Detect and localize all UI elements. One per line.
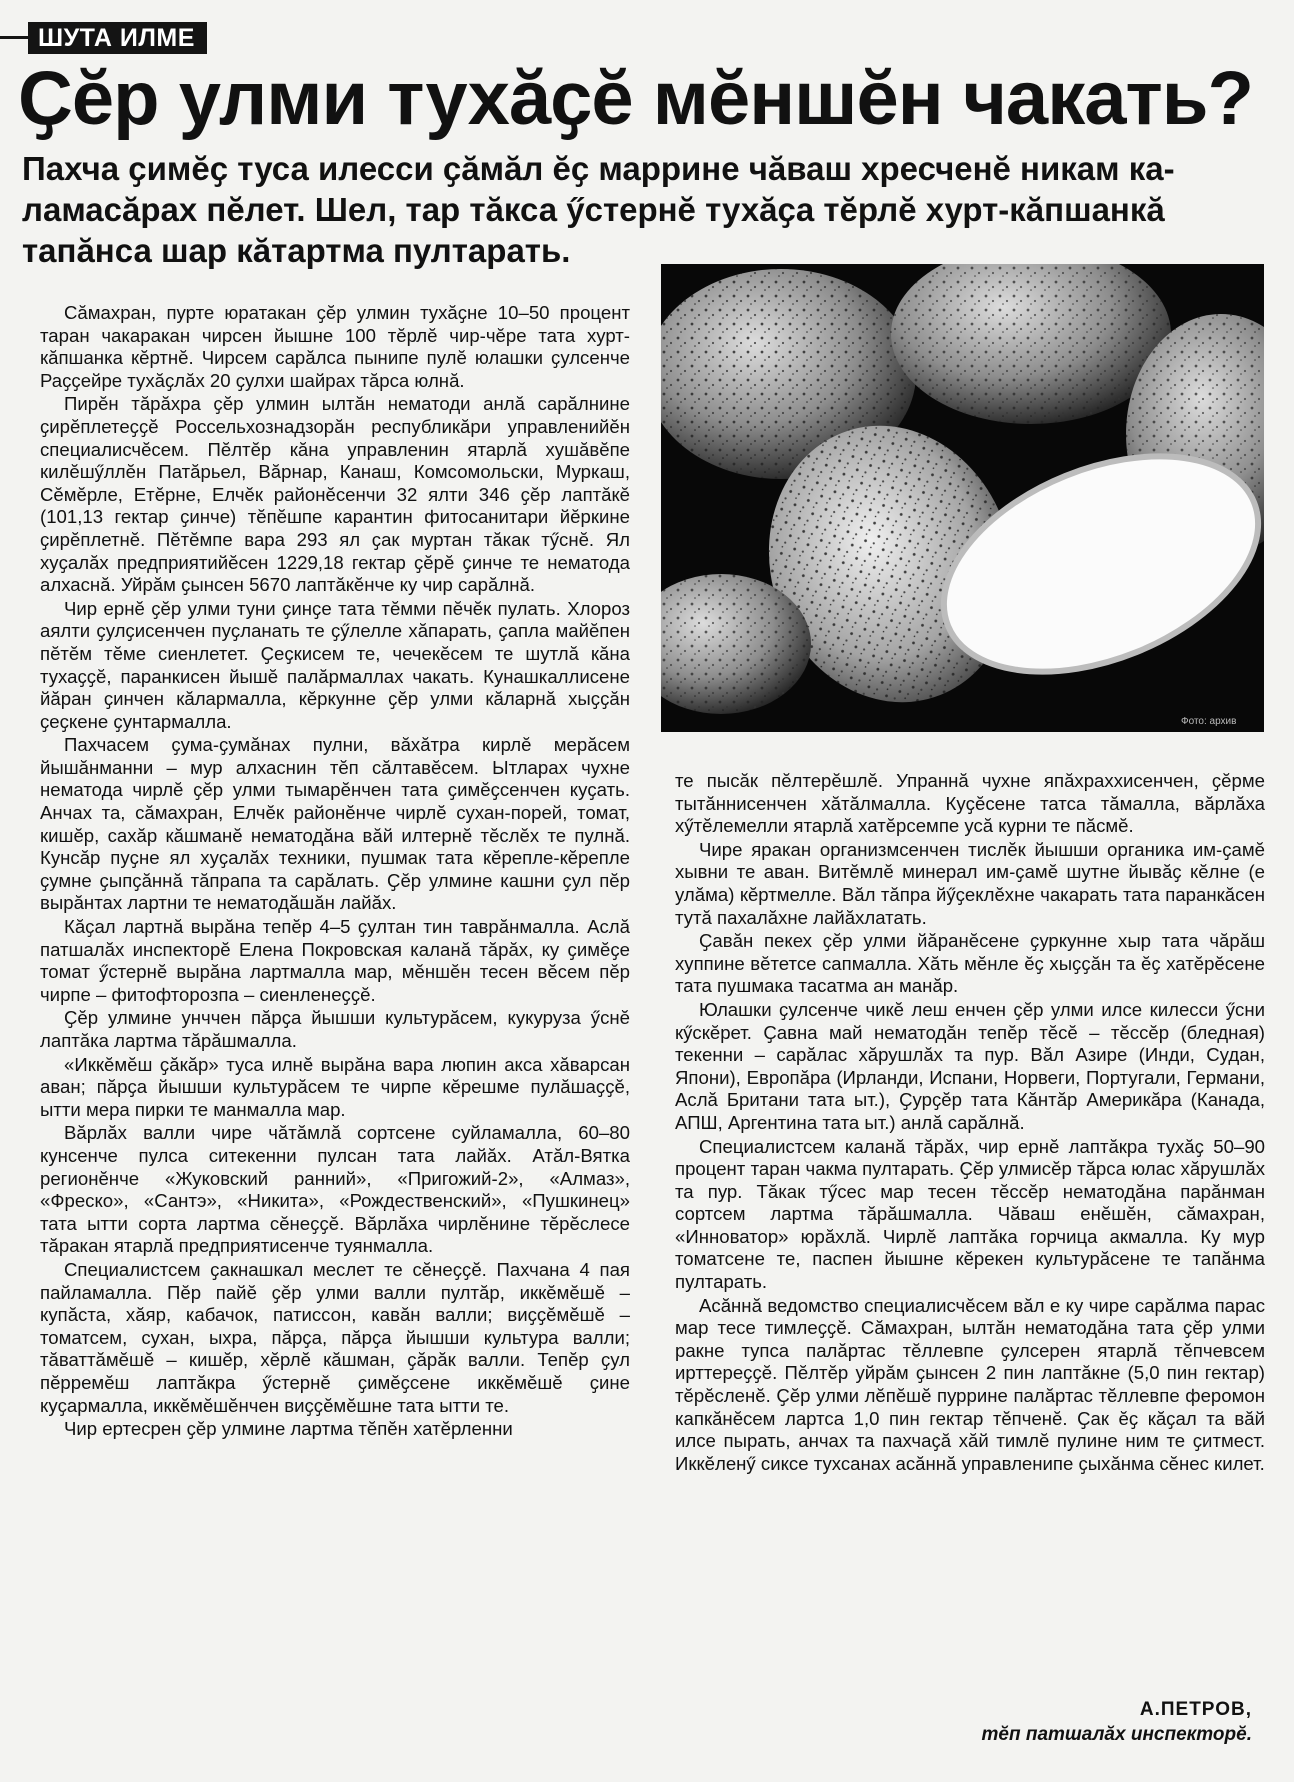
lead-line: Пахча ҫимӗҫ туса илесси ҫӑмӑл ӗҫ маррине чӑваш хресченӗ никам ка- [22,150,1175,187]
article-paragraph: Асӑннӑ ведомство специалисчӗсем вӑл е ку чире сарӑлма парас мар тесе тимлеҫҫӗ. Сӑмахран, ылтӑн нематодӑна тата ҫӗр улми ракне тупса палӑртас тӗллевпе ҫулсерен ятарлӑ тӗпчевсем ирттереҫҫӗ. Пӗлтӗр уйрӑм ҫынсен 2 пин лаптӑкне (5,0 пин гектар) тӗрӗсленӗ. Ҫӗр улми лӗпӗшӗ пуррине палӑртас тӗллевпе феромон капкӑнӗсем лартса 1,0 пин гектар тӗпченӗ. Ҫак ӗҫ кӑҫал та вӑй илсе пырать, анчах та пахчаҫӑ хӑй тимлӗ пулине ним те ҫитмест. Иккӗленӳ сиксе тухсанах асӑннӑ управленипе ҫыхӑнма сӗнес килет. [675,1294,1265,1474]
article-paragraph: Ҫавӑн пекех ҫӗр улми йӑранӗсене ҫуркунне хыр тата чӑрӑш хуппине вӗтетсе сапмалла. Хӑть мӗнле ӗҫ хыҫҫӑн та ӗҫ хатӗрӗсене тата пушмака тасатма ан манӑр. [675,930,1265,997]
lead-line: ламасӑрах пӗлет. Шел, тар тӑкса ӳстернӗ тухӑҫа тӗрлӗ хурт-кӑпшанкӑ [22,191,1165,228]
article-paragraph: «Иккӗмӗш ҫӑкӑр» туса илнӗ вырӑна вара люпин акса хӑварсан аван; пӑрҫа йышши культурӑсем те чирпе кӗрешме пулӑшаҫҫӗ, ытти мера пирки те манмалла мар. [40,1053,630,1120]
lead-line: тапӑнса шар кӑтартма пултарать. [22,232,571,269]
author-signature [982,1697,1253,1747]
article-left-column [40,302,630,1442]
potatoes-illustration [661,264,1264,732]
article-paragraph-continued: те пысӑк пӗлтерӗшлӗ. Упраннӑ чухне япӑхраххисенчен, ҫӗрме тытӑннисенчен хӑтӑлмалла. Куҫӗсене татса тӑмалла, вӑрлӑха хӳтӗлемелли ятарлӑ хатӗрсемпе усӑ курни те пӑсмӗ. [675,770,1265,837]
article-paragraph: Специалистсем ҫакнашкал меслет те сӗнеҫҫӗ. Пахчана 4 пая пайламалла. Пӗр пайӗ ҫӗр улми валли пултӑр, иккӗмӗшӗ – купӑста, хӑяр, кабачок, патиссон, кавӑн валли; виҫҫӗмӗшӗ – томатсем, сухан, ыхра, пӑрҫа, пӑрҫа йышши культура валли; тӑваттӑмӗшӗ – кишӗр, хӗрлӗ кӑшман, ҫӑрӑк валли. Тепӗр ҫул пӗрремӗш лаптӑкра ӳстернӗ ҫимӗҫсене иккӗмӗшӗ ҫине куҫармалла, иккӗмӗшӗнчен виҫҫӗмӗшне тата ытти те. [40,1258,630,1416]
article-paragraph: Ҫӗр улмине унччен пӑрҫа йышши культурӑсем, кукуруза ӳснӗ лаптӑка лартма тӑрӑшмалла. [40,1007,630,1051]
headline: Ҫӗр улми тухӑҫӗ мӗншӗн чакать? [18,56,1253,141]
author-role: тӗп патшалӑх инспекторӗ. [981,1724,1252,1745]
article-paragraph: Специалистсем каланӑ тӑрӑх, чир ернӗ лаптӑкра тухӑҫ 50–90 процент таран чакма пултарать. Ҫӗр улмисӗр тӑрса юлас хӑрушлӑх та пур. Тӑкак тӳсес мар тесен тӗссӗр нематодӑна парӑнман сортсем лартма тӑрӑшмалла. Чӑваш енӗшӗн, сӑмахран, «Инноватор» юрӑхлӑ. Чирлӗ лаптӑка горчица акмалла. Ку мур томатсене те, паспен йышне кӗрекен культурӑсене те тапӑнма пултарать. [675,1135,1265,1293]
photo-caption: Фото: архив [1181,716,1237,727]
article-paragraph: Чире яракан организмсенчен тислӗк йышши органика им-ҫамӗ хывни те аван. Витӗмлӗ минерал им-ҫамӗ шутне йывӑҫ кӗлне (е улӑма) кӗртмелле. Вӑл тӑпра йӳҫеклӗхне чакарать тата паранкӑсен тутӑ пахалӑхне лайӑхлатать. [675,838,1265,928]
author-name: А.ПЕТРОВ, [1139,1699,1252,1720]
lead-paragraph [22,148,1272,271]
rubric-rule [0,36,28,39]
article-paragraph: Пахчасем ҫума-ҫумӑнах пулни, вӑхӑтра кирлӗ мерӑсем йышӑнманни – мур алхаснин тӗп сӑлтавӗсем. Ытларах чухне нематода чирлӗ ҫӗр улми тымарӗнчен тата ҫимӗҫсенчен куҫать. Анчах та, сӑмахран, Елчӗк районӗнче чирлӗ сухан-порей, томат, кишӗр, сахӑр кӑшманӗ нематодӑна вӑй илтернӗ тӗслӗх те пулнӑ. Кунсӑр пуҫне ял хуҫалӑх техники, пушмак тата кӗрепле-кӗрепле ҫумне ҫыпҫӑннӑ тӑпрапа та сарӑлать. Ҫӗр улмине кашни ҫул пӗр вырӑнтах лартни те нематодӑшӑн лайӑх. [40,734,630,914]
article-right-column [675,770,1265,1476]
article-paragraph: Кӑҫал лартнӑ вырӑна тепӗр 4–5 ҫултан тин таврӑнмалла. Аслӑ патшалӑх инспекторӗ Елена Покровская каланӑ тӑрӑх, ку ҫимӗҫе томат ӳстернӗ вырӑна лартмалла мар, мӗншӗн тесен вӗсем пӗр чирпе – фитофторозпа – сиенленеҫҫӗ. [40,916,630,1005]
article-paragraph: Пирӗн тӑрӑхра ҫӗр улмин ылтӑн нематоди анлӑ сарӑлнине ҫирӗплетеҫҫӗ Россельхознадзорӑн республикӑри управленийӗн специалисчӗсем. Пӗлтӗр кӑна управленин ятарлӑ хушӑвӗпе килӗшӳллӗн Патӑрьел, Вӑрнар, Канаш, Комсомольски, Муркаш, Сӗмӗрле, Етӗрне, Елчӗк районӗсенчи 32 ялти 346 ҫӗр лаптӑкӗ (101,13 гектар ҫинче) тӗпӗшпе карантин фитосанитари йӗркине ҫирӗплетнӗ. Пӗтӗмпе вара 293 ял ҫак муртан тӑкак тӳснӗ. Ял хуҫалӑх предприятийӗсен 1229,18 гектар ҫӗрӗ ҫинче те нематода алхаснӑ. Уйрӑм ҫынсен 5670 лаптӑкӗнче ку чир сарӑлнӑ. [40,393,630,596]
article-paragraph: Вӑрлӑх валли чире чӑтӑмлӑ сортсене суйламалла, 60–80 кунсенче пулса ситекенни пулсан тата лайӑх. Атӑл-Вятка регионӗнче «Жуковский ранний», «Пригожий-2», «Алмаз», «Фреско», «Сантэ», «Никита», «Рождественский», «Пушкинец» тата ытти сорта лартма сӗнеҫҫӗ. Вӑрлӑха чирлӗнине тӗрӗслесе тӑракан ятарлӑ предприятисенче туянмалла. [40,1122,630,1257]
potatoes-photo [661,264,1264,732]
article-paragraph: Чир ернӗ ҫӗр улми туни ҫинҫе тата тӗмми пӗчӗк пулать. Хлороз аялти ҫулҫисенчен пуҫланать те ҫӳлелле хӑпарать, ҫапла майӗпен пӗтӗм тӗме сиенлетет. Ҫеҫкисем те, чечекӗсем те шутлӑ кӑна тухаҫҫӗ, паранкисен йышӗ палӑрмаллах чакать. Кунашкаллисене йӑран ҫинчен кӑлармалла, кӗркунне ҫӗр улми кӑларнӑ хыҫҫӑн ҫеҫкене ҫунтармалла. [40,597,630,732]
article-paragraph: Сӑмахран, пурте юратакан ҫӗр улмин тухӑҫне 10–50 процент таран чакаракан чирсен йышне 100 тӗрлӗ чир-чӗре тата хурт-кӑпшанка кӗртнӗ. Чирсем сарӑлса пынипе пулӗ юлашки ҫулсенче Раҫҫейре тухӑҫлӑх 20 ҫулхи шайрах тӑрса юлнӑ. [40,302,630,391]
article-paragraph: Чир ертесрен ҫӗр улмине лартма тӗпӗн хатӗрленни [64,1418,513,1440]
article-paragraph: Юлашки ҫулсенче чикӗ леш енчен ҫӗр улми илсе килесси ӳсни кӳскӗрет. Ҫавна май нематодӑн тепӗр тӗсӗ – тӗссӗр (бледная) текенни – сарӑлас хӑрушлӑх та пур. Вӑл Азире (Инди, Судан, Япони), Европӑра (Ирланди, Испани, Норвеги, Португали, Германи, Аслӑ Британи тата ыт.), Ҫурҫӗр тата Кӑнтӑр Америкӑра (Канада, АПШ, Аргентина тата ыт.) анлӑ сарӑлнӑ. [675,998,1265,1133]
rubric-label: ШУТА ИЛМЕ [28,22,207,54]
